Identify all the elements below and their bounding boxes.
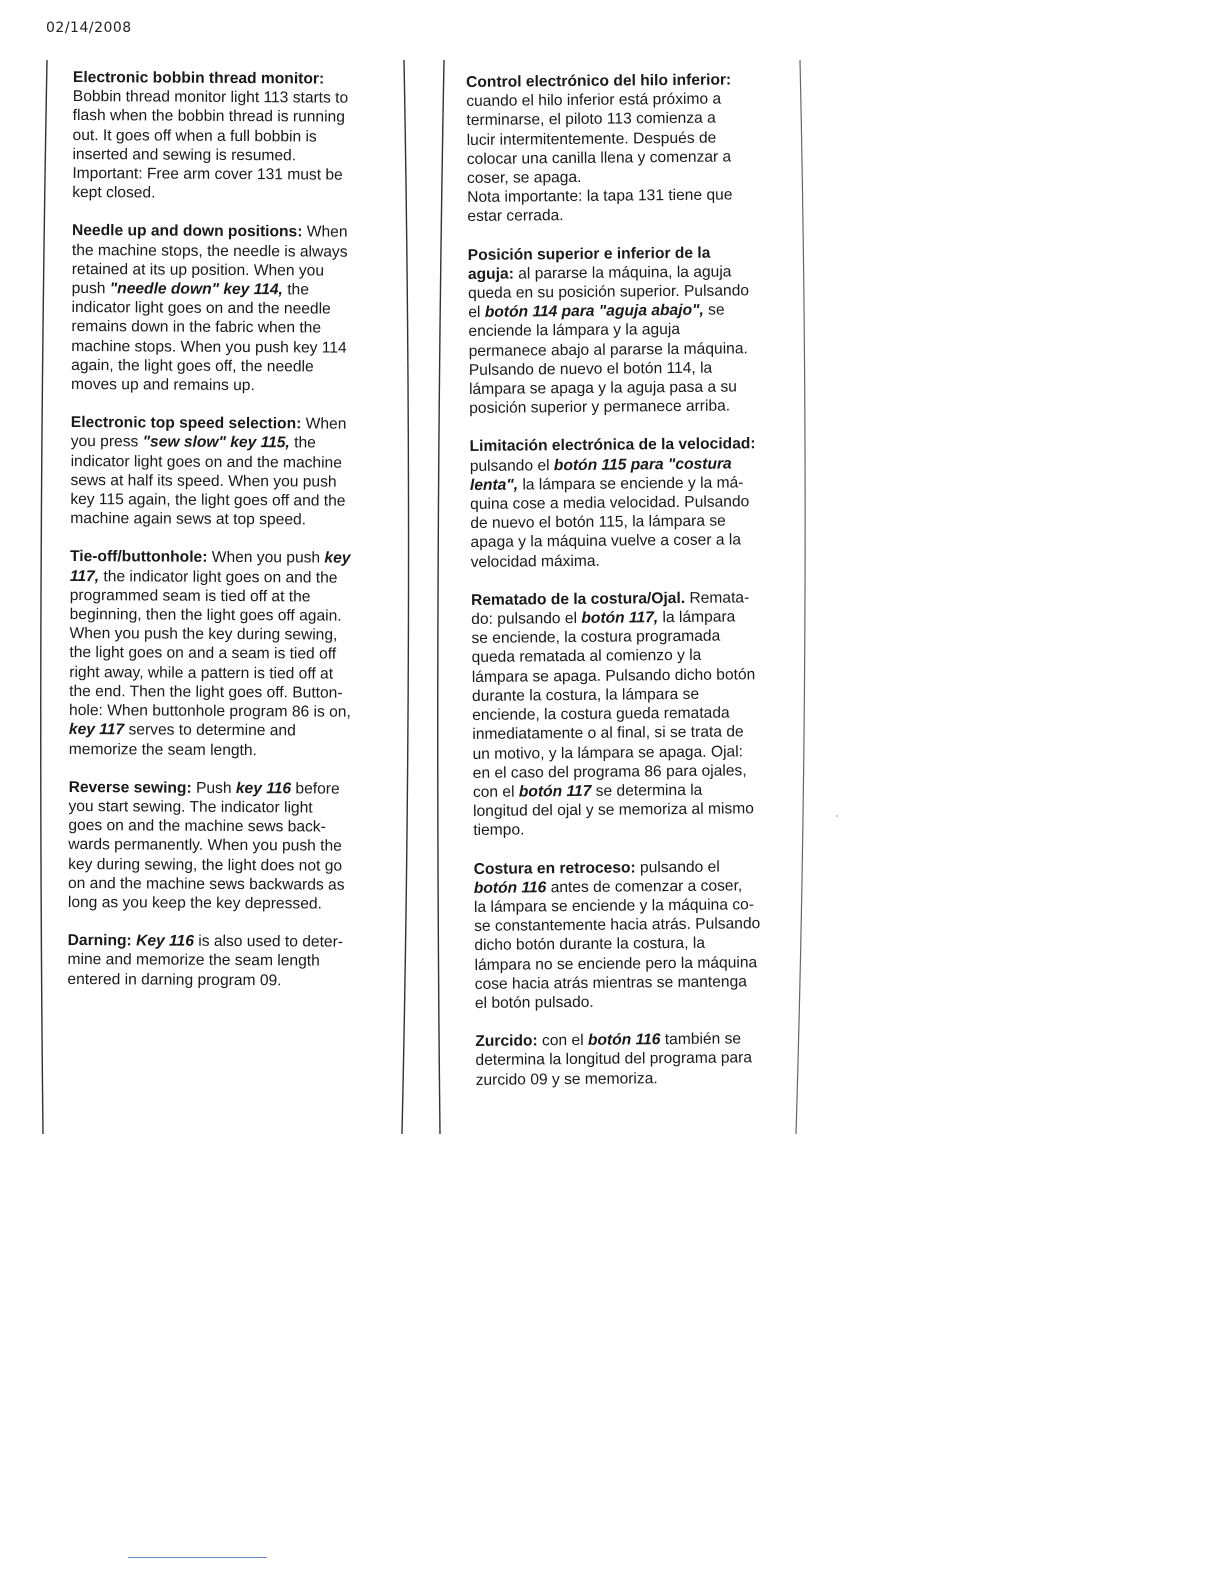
footer-rule [128,1557,267,1558]
text-line: permanece abajo al pararse la máquina. [468,339,748,360]
section-posicion-aguja [468,242,800,418]
key-reference: "needle down" key 114, [109,280,283,299]
text-run: antes de comenzar a coser, [546,877,743,896]
text-run: When [301,415,347,433]
text-run: pulsando el [635,858,720,876]
text-line: inserted and sewing is resumed. [72,145,297,165]
text-line: the light goes on and a seam is tied off [69,644,337,664]
document-date: 02/14/2008 [46,20,132,36]
scan-speck [836,815,838,817]
section-heading: Costura en retroceso: [473,858,636,878]
text-line: right away, while a pattern is tied off at [69,663,334,683]
text-line: quina cose a media velocidad. Pulsando [470,493,750,514]
section-heading: Needle up and down positions: [71,222,303,241]
key-reference: botón 117, [581,609,659,627]
section-heading: Electronic top speed selection: [70,414,302,433]
text-run: When [302,223,348,242]
text-line: cose hacia atrás mientras se mantenga [474,973,747,993]
text-line: sews at half its speed. When you push [70,471,337,491]
text-line: mine and memorize the seam length [67,951,320,970]
text-line: zurcido 09 y se memoriza. [475,1069,658,1089]
section-rematado-ojal [471,588,803,841]
section-heading: Darning: [67,932,132,950]
section-heading: Limitación electrónica de la velocidad: [469,435,756,456]
text-line: posición superior y permanece arriba. [469,397,731,418]
key-reference: key [324,550,351,568]
text-line: un motivo, y la lámpara se apaga. Ojal: [472,742,744,763]
text-run: is also used to deter- [193,932,344,951]
text-run: before [291,780,340,798]
text-line: longitud del ojal y se memoriza al mismo [473,800,754,821]
text-line: coser, se apaga. [466,168,582,188]
key-reference: botón 116 [473,878,547,897]
text-line: estar cerrada. [467,207,564,226]
text-line: tiempo. [473,821,525,840]
section-heading: Reverse sewing: [68,778,192,797]
section-heading: Zurcido: [475,1032,538,1051]
text-line: durante la costura, la lámpara se [471,685,700,705]
text-line: When you push the key during sewing, [69,625,338,644]
section-heading: Rematado de la costura/Ojal. [470,589,686,609]
text-line: retained at its up position. When you [71,260,325,280]
text-line: la lámpara se enciende y la máquina co- [473,896,755,916]
text-line: indicator light goes on and the machine [70,452,342,472]
text-line: goes on and the machine sews back- [68,817,326,836]
text-line: indicator light goes on and the needle [71,299,331,318]
text-line: enciende la lámpara y la aguja [468,321,681,341]
right-bracket-open [430,58,450,1138]
text-line: lámpara se apaga. Pulsando dicho botón [471,665,756,686]
section-tieoff-buttonhole [69,547,395,760]
text-line: se enciende, la costura programada [471,627,721,648]
text-line: hole: When buttonhole program 86 is on, [69,702,351,721]
text-line: terminarse, el piloto 113 comienza a [466,110,716,130]
text-line: again, the light goes off, the needle [71,356,314,376]
text-line: the machine stops, the needle is always [71,241,348,261]
text-run: When you push [207,549,325,568]
text-line: out. It goes off when a full bobbin is [72,126,317,146]
text-line: beginning, then the light goes off again. [69,606,342,625]
text-run: se [703,301,725,319]
text-line: the end. Then the light goes off. Button- [69,682,343,702]
text-line: velocidad máxima. [470,552,600,571]
text-line: machine again sews at top speed. [70,510,307,529]
text-line: flash when the bobbin thread is running [72,107,345,127]
section-heading: aguja: [467,265,514,283]
text-line: queda rematada al comienzo y la [471,647,702,667]
text-line: moves up and remains up. [71,376,255,395]
text-line: programmed seam is tied off at the [69,586,311,606]
section-limitacion-velocidad [469,434,800,572]
text-line: you start sewing. The indicator light [68,797,313,817]
text-line: dicho botón durante la costura, la [474,935,706,955]
section-darning [67,931,392,991]
text-line: determina la longitud del programa para [475,1049,753,1070]
text-line: Nota importante: la tapa 131 tiene que [467,186,733,207]
section-reverse-sewing [68,778,394,914]
key-reference: Key 116 [136,932,194,950]
section-top-speed [70,413,396,530]
text-run: do: pulsando el [471,609,582,629]
key-reference: key 116 [235,779,292,798]
text-line: de nuevo el botón 115, la lámpara se [470,512,726,533]
key-reference: botón 115 para "costura [553,455,732,474]
text-line: lucir intermitentemente. Después de [466,129,717,149]
key-reference: 117, [69,567,100,585]
text-run: se determina la [591,781,703,800]
english-column [67,68,398,1010]
text-line: entered in darning program 09. [67,970,282,989]
text-run: pulsando el [469,456,554,475]
text-line: wards permanently. When you push the [68,836,342,855]
text-line: machine stops. When you push key 114 [71,337,347,357]
section-heading: Tie-off/buttonhole: [69,548,208,567]
text-line: en el caso del programa 86 para ojales, [472,762,747,782]
text-run: con el [537,1032,589,1050]
section-heading: Control electrónico del hilo inferior: [466,71,732,91]
text-run: la lámpara [658,608,736,627]
section-heading: Posición superior e inferior de la [467,244,711,264]
key-reference: botón 114 para "aguja abajo", [484,301,704,322]
key-reference: botón 116 [587,1031,661,1050]
text-run: Push [191,779,236,797]
text-line: queda en su posición superior. Pulsando [468,282,750,303]
text-line: Pulsando de nuevo el botón 114, la [468,359,713,379]
text-run: you press [70,433,143,451]
key-reference: key 117 [68,721,125,739]
text-line: kept closed. [72,184,156,202]
text-line: Bobbin thread monitor light 113 starts to [72,88,349,107]
text-run: con el [472,783,519,801]
section-heading: Electronic bobbin thread monitor: [72,68,325,88]
section-zurcido [475,1029,806,1090]
text-line: remains down in the fabric when the [71,318,322,337]
text-run: push [71,280,110,298]
text-line: long as you keep the key depressed. [67,893,322,913]
left-bracket-close [398,58,418,1138]
text-line: key 115 again, the light goes off and the [70,491,346,510]
text-run: the [282,281,309,299]
text-line: on and the machine sews backwards as [67,874,345,894]
text-line: cuando el hilo inferior está próximo a [466,90,722,111]
section-costura-retroceso [474,856,805,1013]
text-line: key during sewing, the light does not go [68,855,343,875]
text-line: enciende, la costura gueda rematada [472,704,730,725]
text-run: the [289,434,316,452]
text-line: memorize the seam length. [68,740,257,759]
text-run: el [468,304,485,322]
key-reference: botón 117 [518,782,592,801]
text-run: Remata- [685,589,750,607]
key-reference: "sew slow" key 115, [142,433,290,452]
text-line: apaga y la máquina vuelve a coser a la [470,531,742,552]
text-run: the indicator light goes on and the [99,567,338,587]
text-run: la lámpara se enciende y la má- [517,474,744,494]
text-run: serves to determine and [124,721,296,740]
text-run: al pararse la máquina, la aguja [513,263,732,283]
left-bracket-open [33,58,53,1138]
section-bobbin-monitor [72,68,398,204]
text-line: colocar una canilla llena y comenzar a [466,148,732,168]
key-reference: lenta", [469,476,519,494]
section-control-hilo [466,70,797,227]
text-line: inmediatamente o al final, si se trata de [472,723,744,744]
text-line: el botón pulsado. [474,993,594,1012]
text-line: lámpara se apaga y la aguja pasa a su [468,378,737,399]
spanish-column [466,70,806,1109]
text-run: también se [660,1030,742,1049]
text-line: lámpara no se enciende pero la máquina [474,953,758,974]
text-line: Important: Free arm cover 131 must be [72,165,343,184]
section-needle-positions [71,221,397,396]
text-line: se constantemente hacia atrás. Pulsando [474,915,761,936]
